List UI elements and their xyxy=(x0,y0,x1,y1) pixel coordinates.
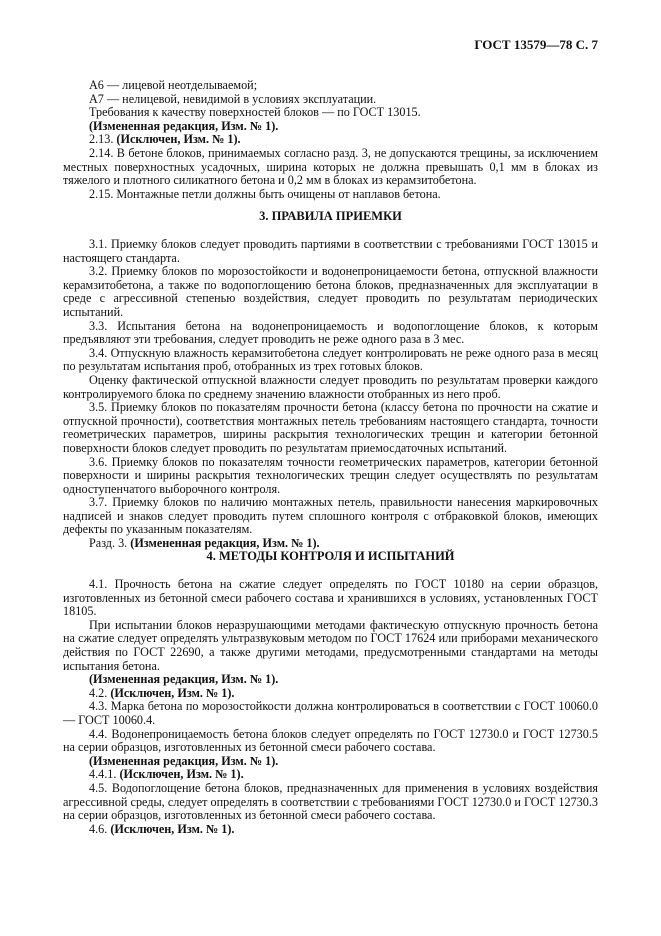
paragraph xyxy=(63,687,598,701)
paragraph-text: А7 — нелицевой, невидимой в условиях эксплуатации. xyxy=(89,91,377,106)
paragraph-text: 2.14. В бетоне блоков, принимаемых согласно разд. 3, не допускаются трещины, за исключением местных поверхностных усадочных, ширина которых не должна превышать 0,1 мм в блоках из тяжелого и плотного силикатного бетона и 0,2 мм в блоках из керамзитобетона. xyxy=(63,145,598,188)
paragraph-text: 2.13. xyxy=(89,132,117,147)
paragraph xyxy=(63,578,598,619)
paragraph xyxy=(63,401,598,455)
paragraph-text: 3.3. Испытания бетона на водонепроницаемость и водопоглощение блоков, к которым предъявляют эти требования, следует проводить не реже одного раза в 3 мес. xyxy=(63,318,598,347)
paragraph xyxy=(63,673,598,687)
paragraph xyxy=(63,823,598,837)
paragraph-text: 4.1. Прочность бетона на сжатие следует определять по ГОСТ 10180 на серии образцов, изготовленных из бетонной смеси рабочего состава и хранившихся в условиях, установленных ГОСТ 18105. xyxy=(63,577,598,619)
paragraph xyxy=(63,728,598,755)
amendment-note: (Исключен, Изм. № 1). xyxy=(116,132,241,147)
paragraph-text: 3.6. Приемку блоков по показателям точности геометрических параметров, категории бетонной поверхности и ширины раскрытия технологических трещин следует осуществлять по результатам одноступенчатого выборочного контроля. xyxy=(63,454,598,496)
paragraph-text: 3.7. Приемку блоков по наличию монтажных петель, правильности нанесения маркировочных надписей и знаков следует проводить путем сплошного контроля с отбраковкой блоков, имеющих дефекты по указанным показателям. xyxy=(63,495,598,537)
amendment-note: (Исключен, Изм. № 1). xyxy=(110,821,235,836)
amendment-note: (Измененная редакция, Изм. № 1). xyxy=(89,118,279,133)
paragraph xyxy=(63,188,598,202)
paragraph-text: 4.4. Водонепроницаемость бетона блоков следует определять по ГОСТ 12730.0 и ГОСТ 12730.5 на серии образцов, изготовленных из бетонной смеси рабочего состава. xyxy=(63,726,598,755)
paragraph-text: 4.6. xyxy=(89,821,111,836)
paragraph xyxy=(63,700,598,727)
amendment-note: (Измененная редакция, Изм. № 1). xyxy=(89,672,279,687)
paragraph-text: 4.5. Водопоглощение бетона блоков, предназначенных для применения в условиях воздействия агрессивной среды, следует определять в соответствии с требованиями ГОСТ 12730.0 и ГОСТ 12730.3 на серии образцов, изготовленных из бетонной смеси рабочего состава. xyxy=(63,780,598,823)
section-3-body xyxy=(63,238,598,551)
paragraph-text: 3.2. Приемку блоков по морозостойкости и водонепроницаемости бетона, отпускной влажности керамзитобетона, а также по водопоглощению бетона блоков, предназначенных для эксплуатации в среде с агрессивной степенью воздействия, следует проводить по результатам периодических испытаний. xyxy=(63,264,598,319)
paragraph xyxy=(63,79,598,93)
paragraph-text: Оценку фактической отпускной влажности следует проводить по результатам проверки каждого контролируемого блока по среднему значению влажности отобранных из него проб. xyxy=(63,372,598,401)
paragraph-text: А6 — лицевой неотделываемой; xyxy=(89,78,258,92)
paragraph xyxy=(63,106,598,120)
section-3-heading: 3. ПРАВИЛА ПРИЕМКИ xyxy=(259,209,402,223)
paragraph xyxy=(63,782,598,823)
paragraph-text: Разд. 3. xyxy=(89,536,131,551)
paragraph xyxy=(63,238,598,265)
page-header: ГОСТ 13579—78 С. 7 xyxy=(474,37,598,52)
paragraph xyxy=(63,93,598,107)
paragraph-text: 4.2. xyxy=(89,685,111,700)
paragraph xyxy=(63,265,598,319)
amendment-note: (Измененная редакция, Изм. № 1). xyxy=(130,536,320,551)
paragraph-text: 2.15. Монтажные петли должны быть очищены от наплавов бетона. xyxy=(89,186,441,201)
amendment-note: (Исключен, Изм. № 1). xyxy=(110,685,235,700)
paragraph xyxy=(63,347,598,374)
section-4-heading: 4. МЕТОДЫ КОНТРОЛЯ И ИСПЫТАНИЙ xyxy=(206,549,455,563)
paragraph-text: 3.5. Приемку блоков по показателям прочности бетона (классу бетона по прочности на сжатие и отпускной прочности), соответствия монтажных петель требованиям настоящего стандарта, точности геометрических параметров, ширины раскрытия технологических трещин и категории бетонной поверхности блоков следует проводить по результатам приемосдаточных испытаний. xyxy=(63,400,598,455)
amendment-note: (Измененная редакция, Изм. № 1). xyxy=(89,753,279,768)
amendment-note: (Исключен, Изм. № 1). xyxy=(119,767,244,782)
paragraph-text: 3.4. Отпускную влажность керамзитобетона следует контролировать не реже одного раза в месяц по результатам испытания проб, отобранных из трех готовых блоков. xyxy=(63,345,598,374)
paragraph-text: Требования к качеству поверхностей блоков — по ГОСТ 13015. xyxy=(89,105,421,120)
paragraph xyxy=(63,133,598,147)
paragraph xyxy=(63,456,598,497)
paragraph-text: При испытании блоков неразрушающими методами фактическую отпускную прочность бетона на сжатие следует определять ультразвуковым методом по ГОСТ 17624 или приборами механического действия по ГОСТ 22690, а также другими методами, предусмотренными стандартами на методы испытания бетона. xyxy=(63,617,598,673)
paragraph-text: 3.1. Приемку блоков следует проводить партиями в соответствии с требованиями ГОСТ 13015 и настоящего стандарта. xyxy=(63,237,598,265)
paragraph xyxy=(63,619,598,673)
paragraph xyxy=(63,147,598,188)
paragraph xyxy=(63,496,598,537)
paragraph xyxy=(63,374,598,401)
section-2-continuation xyxy=(63,79,598,201)
paragraph xyxy=(63,120,598,134)
paragraph-text: 4.3. Марка бетона по морозостойкости должна контролироваться в соответствии с ГОСТ 10060.0 — ГОСТ 10060.4. xyxy=(63,699,598,727)
section-4-body xyxy=(63,578,598,836)
paragraph xyxy=(63,320,598,347)
paragraph xyxy=(63,768,598,782)
paragraph-text: 4.4.1. xyxy=(89,767,120,782)
paragraph xyxy=(63,755,598,769)
